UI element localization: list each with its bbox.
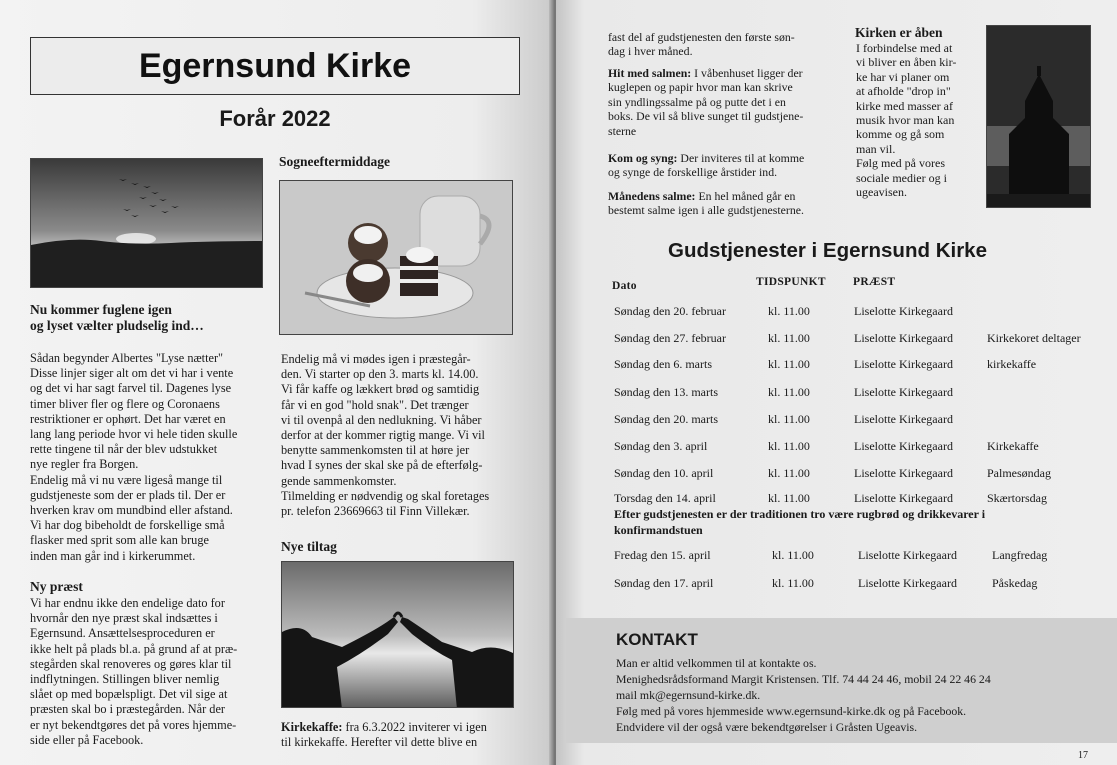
issue-subtitle: Forår 2022: [219, 106, 331, 131]
service-priest: Liselotte Kirkegaard: [854, 439, 953, 453]
service-priest: Liselotte Kirkegaard: [854, 331, 953, 345]
sogn-article-body: Endelig må vi mødes igen i præstegår- den. Vi starter op den 3. marts kl. 14.00. Vi får kaffe og lækkert brød og samtidig får vi en god "hold snak". Det trænger vi til ovenpå al den nedlukning. Vi håber derfor at der kommer rigtig mange. Vi vil benytte sammenkomsten til at høre jer hvad I synes der skal ske på de efterfølg- gende sammenkomster. Tilmelding er nødvendig og skal foretages pr. telefon 23669663 til Finn Villekær.: [281, 352, 490, 519]
service-time: kl. 11.00: [772, 576, 814, 590]
kontakt-box: [566, 618, 1117, 743]
table-row: [614, 385, 1104, 401]
service-time: kl. 11.00: [768, 439, 810, 453]
kontakt-line: Man er altid velkommen til at kontakte os.: [616, 656, 817, 670]
service-note: Kirkekaffe: [987, 439, 1039, 453]
service-priest: Liselotte Kirkegaard: [858, 548, 957, 562]
sogn-heading: Sogneeftermiddage: [279, 154, 390, 169]
kirken-aaben-body: I forbindelse med at vi bliver en åben kir- ke har vi planer om at afholde "drop in" kirke med masser af musik hvor man kan komme og gå som man vil. Følg med på vores sociale medier og i ugeavisen.: [856, 41, 957, 200]
nye-tiltag-heading: Nye tiltag: [281, 539, 337, 554]
service-priest: Liselotte Kirkegaard: [854, 466, 953, 480]
service-priest: Liselotte Kirkegaard: [854, 412, 953, 426]
service-time: kl. 11.00: [768, 385, 810, 399]
church-photo: [986, 25, 1091, 208]
service-note: Skærtorsdag: [987, 491, 1047, 505]
service-date: Søndag den 13. marts: [614, 385, 718, 399]
kontakt-heading: KONTAKT: [616, 630, 698, 649]
table-row: [614, 466, 1104, 482]
service-note: kirkekaffe: [987, 357, 1037, 371]
service-note: Langfredag: [992, 548, 1048, 562]
service-time: kl. 11.00: [768, 491, 810, 505]
table-row: [614, 331, 1104, 347]
service-time: kl. 11.00: [768, 412, 810, 426]
col-time-header: TIDSPUNKT: [756, 276, 826, 288]
birds-heading: Nu kommer fuglene igen og lyset vælter pludselig ind…: [30, 302, 204, 333]
birds-sunset-photo: [30, 158, 263, 288]
table-row: [614, 304, 1104, 320]
priest-heading: Ny præst: [30, 579, 83, 594]
kirkekaffe-continued: fast del af gudstjenesten den første søn- dag i hver måned.: [608, 30, 795, 59]
table-row: [614, 439, 1104, 455]
page-title: Egernsund Kirke: [138, 46, 412, 85]
service-priest: Liselotte Kirkegaard: [858, 576, 957, 590]
maanedens-salme-paragraph: Månedens salme: En hel måned går en bestemt salme igen i alle gudstjenesterne.: [608, 189, 804, 218]
service-priest: Liselotte Kirkegaard: [854, 491, 953, 505]
kom-og-syng-paragraph: Kom og syng: Der inviteres til at komme og synge de forskellige årstider ind.: [608, 151, 805, 180]
kirkekaffe-text: Kirkekaffe: fra 6.3.2022 inviterer vi igen til kirkekaffe. Herefter vil dette blive en: [281, 720, 487, 750]
kontakt-email: mail mk@egernsund-kirke.dk.: [616, 688, 761, 702]
birds-article-body: Sådan begynder Albertes "Lyse nætter" Disse linjer siger alt om det vi har i vente og det vi har sagt farvel til. Dagenes lyse timer bliver fler og flere og Coronaens restriktioner er ophørt. Det har været en lang lang periode hvor vi hele tiden skulle rette tingene til når der blev udstukket nye regler fra Borgen. Endelig må vi nu være ligeså mange til gudstjeneste som der er plads til. Der er hverken krav om mundbind eller afstand. Vi har dog bibeholdt de forskellige små flasker med sprit som alle kan bruge inden man går ind i kirkerummet.: [30, 351, 238, 563]
service-time: kl. 11.00: [768, 357, 810, 371]
kontakt-line: Endvidere vil der også være bekendtgørelser i Gråsten Ugeavis.: [616, 720, 918, 734]
service-time: kl. 11.00: [768, 304, 810, 318]
kirken-aaben-heading: Kirken er åben: [855, 25, 943, 40]
service-date: Søndag den 27. februar: [614, 331, 726, 345]
service-note: Palmesøndag: [987, 466, 1051, 480]
priest-article-body: Vi har endnu ikke den endelige dato for hvornår den nye præst skal indsættes i Egernsund. Ansættelsesproceduren er ikke helt på plads bl.a. på grund af at præ- stegården skal renoveres og gøres klar til indflytningen. Stillingen bliver nemlig slået op med bopælspligt. Det vil sige at præsten skal bo i præstegården. Når der er nyt bekendtgøres det på vores hjemme- side eller på Facebook.: [30, 596, 238, 747]
page-number: 17: [1078, 750, 1088, 761]
service-time: kl. 11.00: [768, 466, 810, 480]
table-row: [614, 576, 1104, 592]
service-priest: Liselotte Kirkegaard: [854, 304, 953, 318]
right-page: [556, 0, 1117, 765]
services-title: Gudstjenester i Egernsund Kirke: [668, 239, 987, 262]
col-priest-header: PRÆST: [853, 276, 896, 288]
service-note: Påskedag: [992, 576, 1038, 590]
left-page: [0, 0, 556, 765]
col-date-header: Dato: [612, 280, 637, 292]
service-date: Søndag den 3. april: [614, 439, 708, 453]
services-note: Efter gudstjenesten er der traditionen tro være rugbrød og drikkevarer i konfirmandstuen: [614, 507, 986, 537]
kontakt-line: Menighedsrådsformand Margit Kristensen. Tlf. 74 44 24 46, mobil 24 22 46 24: [616, 672, 991, 686]
service-date: Torsdag den 14. april: [614, 491, 716, 505]
service-priest: Liselotte Kirkegaard: [854, 385, 953, 399]
service-date: Søndag den 10. april: [614, 466, 714, 480]
salmen-paragraph: Hit med salmen: I våbenhuset ligger der kuglepen og papir hvor man kan skrive sin yndlingssalme på og putte det i en boks. De vil så blive sunget til gudstjene- sterne: [608, 66, 804, 138]
table-row: [614, 491, 1104, 507]
coffee-cakes-photo: [279, 180, 513, 335]
table-row: [614, 357, 1104, 373]
service-note: Kirkekoret deltager: [987, 331, 1081, 345]
service-priest: Liselotte Kirkegaard: [854, 357, 953, 371]
service-date: Søndag den 20. februar: [614, 304, 726, 318]
kontakt-website: Følg med på vores hjemmeside www.egernsund-kirke.dk og på Facebook.: [616, 704, 967, 718]
service-date: Søndag den 17. april: [614, 576, 714, 590]
heart-hands-photo: [281, 561, 514, 708]
service-time: kl. 11.00: [772, 548, 814, 562]
service-date: Fredag den 15. april: [614, 548, 711, 562]
table-row: [614, 548, 1104, 564]
title-box: [30, 37, 520, 95]
service-time: kl. 11.00: [768, 331, 810, 345]
service-date: Søndag den 20. marts: [614, 412, 718, 426]
table-row: [614, 412, 1104, 428]
service-date: Søndag den 6. marts: [614, 357, 712, 371]
